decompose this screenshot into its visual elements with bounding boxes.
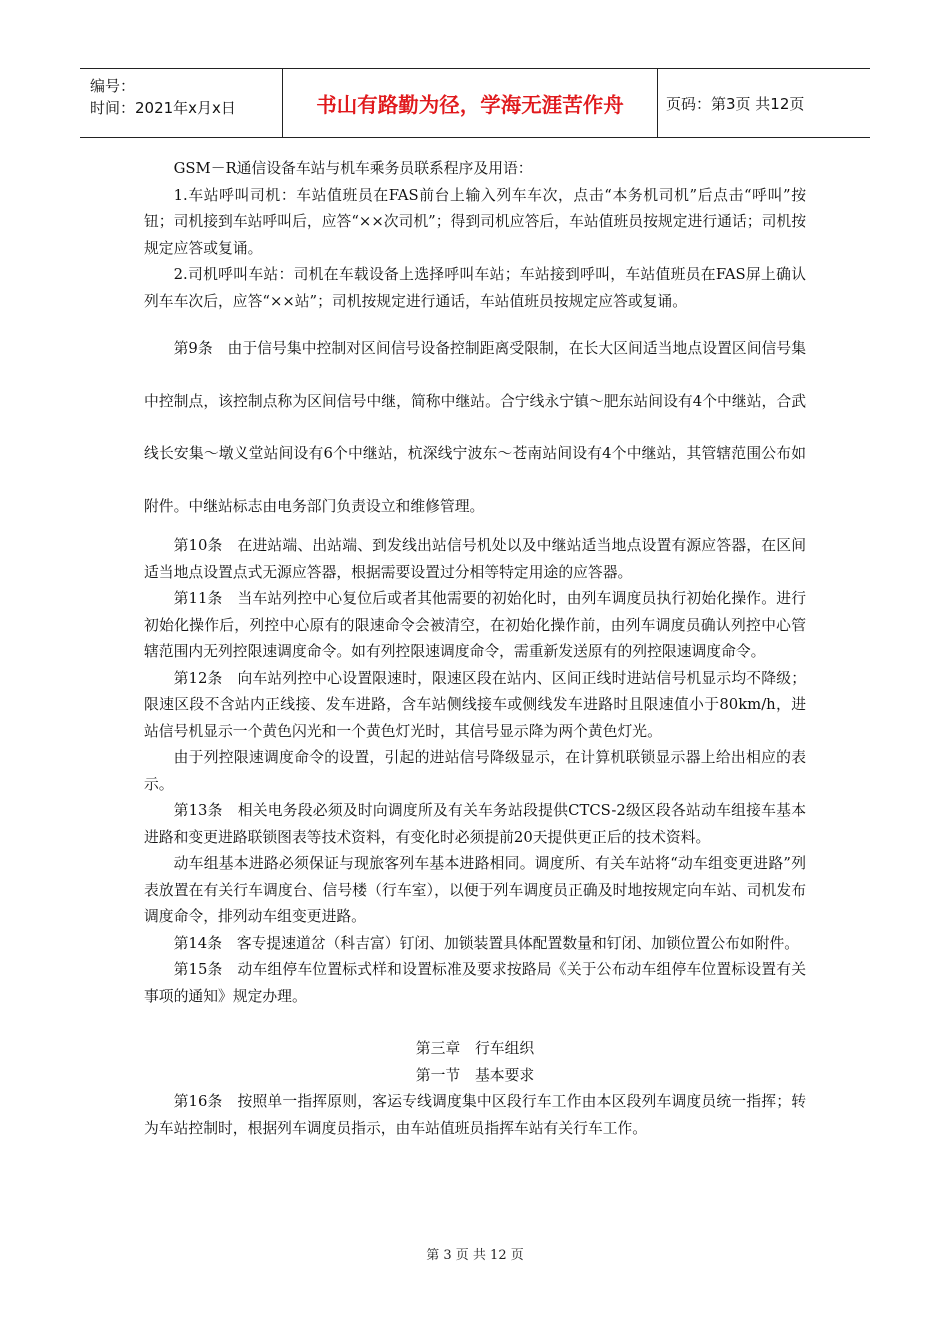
- article-10: 第10条 在进站端、出站端、到发线出站信号机处以及中继站适当地点设置有源应答器，在区间适当地点设置点式无源应答器，根据需要设置过分相等特定用途的应答器。: [144, 537, 806, 581]
- article-16: 第16条 按照单一指挥原则，客运专线调度集中区段行车工作由本区段列车调度员统一指挥；转为车站控制时，根据列车调度员指示，由车站值班员指挥车站有关行车工作。: [144, 1093, 806, 1137]
- time-label: 时间：2021年x月x日: [90, 99, 236, 117]
- article-12-note: 由于列控限速调度命令的设置，引起的进站信号降级显示，在计算机联锁显示器上给出相应的表示。: [144, 749, 806, 793]
- article-9: 第9条 由于信号集中控制对区间信号设备控制距离受限制，在长大区间适当地点设置区间信号集中控制点，该控制点称为区间信号中继，简称中继站。合宁线永宁镇～肥东站间设有4个中继站，合武线长安集～墩义堂站间设有6个中继站，杭深线宁波东～苍南站间设有4个中继站，其管辖范围公布如附件。中继站标志由电务部门负责设立和维修管理。: [144, 340, 806, 515]
- header-left-cell: [80, 69, 282, 137]
- page-footer: 第 3 页 共 12 页: [426, 1248, 524, 1263]
- article-13: 第13条 相关电务段必须及时向调度所及有关车务站段提供CTCS-2级区段各站动车组接车基本进路和变更进路联锁图表等技术资料，有变化时必须提前20天提供更正后的技术资料。: [144, 802, 806, 846]
- article-15: 第15条 动车组停车位置标式样和设置标准及要求按路局《关于公布动车组停车位置标设置有关事项的通知》规定办理。: [144, 961, 806, 1005]
- article-13-note: 动车组基本进路必须保证与现旅客列车基本进路相同。调度所、有关车站将“动车组变更进路”列表放置在有关行车调度台、信号楼（行车室），以便于列车调度员正确及时地按规定向车站、司机发布调度命令，排列动车组变更进路。: [144, 855, 806, 925]
- article-14: 第14条 客专提速道岔（科吉富）钉闭、加锁装置具体配置数量和钉闭、加锁位置公布如附件。: [173, 934, 800, 952]
- header-table: [80, 68, 870, 138]
- paragraph-station-calls-driver: 1.车站呼叫司机：车站值班员在FAS前台上输入列车车次，点击“本务机司机”后点击“呼叫”按钮；司机接到车站呼叫后，应答“××次司机”；得到司机应答后，车站值班员按规定进行通话；司机按规定应答或复诵。: [144, 186, 806, 257]
- section-title: 第一节 基本要求: [415, 1066, 535, 1084]
- chapter-title: 第三章 行车组织: [415, 1040, 535, 1057]
- document-body: [144, 156, 806, 1142]
- paragraph-gsmr-intro: GSM－R通信设备车站与机车乘务员联系程序及用语：: [173, 160, 533, 177]
- article-12: 第12条 向车站列控中心设置限速时，限速区段在站内、区间正线时进站信号机显示均不降级；限速区段不含站内正线接、发车进路，含车站侧线接车或侧线发车进路时且限速值小于80km/h，进站信号机显示一个黄色闪光和一个黄色灯光时，其信号显示降为两个黄色灯光。: [144, 669, 806, 740]
- motto: 书山有路勤为径，学海无涯苦作舟: [282, 69, 658, 137]
- serial-label: 编号：: [90, 77, 136, 95]
- article-11: 第11条 当车站列控中心复位后或者其他需要的初始化时，由列车调度员执行初始化操作。进行初始化操作后，列控中心原有的限速命令会被清空，在初始化操作前，由列车调度员确认列控中心管辖范围内无列控限速调度命令。如有列控限速调度命令，需重新发送原有的列控限速调度命令。: [144, 590, 806, 660]
- page-label: 页码：第3页 共12页: [666, 94, 805, 113]
- paragraph-driver-calls-station: 2.司机呼叫车站：司机在车载设备上选择呼叫车站；车站接到呼叫，车站值班员在FAS屏上确认列车车次后，应答“××站”；司机按规定进行通话，车站值班员按规定应答或复诵。: [144, 266, 806, 310]
